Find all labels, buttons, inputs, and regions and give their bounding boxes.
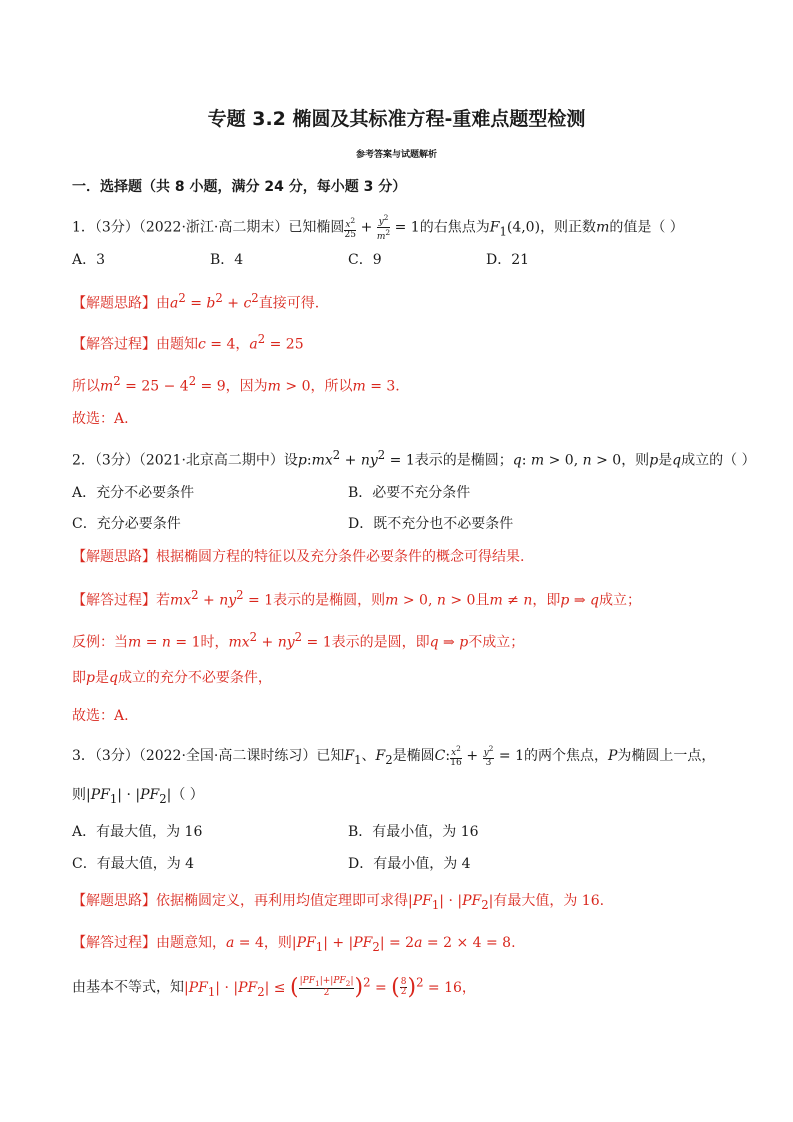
question-1-idea: 【解题思路】由$a^2 = b^2 + c^2$直接可得. xyxy=(72,291,320,312)
question-2-conclusion: 即p是q成立的充分不必要条件， xyxy=(72,670,272,686)
question-2-option-c: C．充分必要条件 xyxy=(72,516,181,532)
question-3-stem: 3．（3分）（2022·全国·高二课时练习）已知$F_1$、$F_2$是椭圆C: $\frac{x^2}{16}$ + $\frac{y^2}{3}$ = 1的两个焦点，P为椭圆上一点， xyxy=(72,744,716,768)
question-1-answer: 故选：A. xyxy=(72,411,129,427)
question-3-option-c: C．有最大值，为 4 xyxy=(72,856,195,872)
question-3-process: 【解答过程】由题意知，a = 4，则$|PF_1| + |PF_2| = 2a = 2 \times 4 = 8$. xyxy=(72,935,516,954)
question-3-inequality: 由基本不等式，知$|PF_1| \cdot |PF_2|$ ≤ ( $\frac{|PF_1|+|PF_2|}{2}$ )$^2$ = ( $\frac{8}{2}$ )$^2$ = 16， xyxy=(72,974,476,1000)
question-2-idea: 【解题思路】根据椭圆方程的特征以及充分条件必要条件的概念可得结果. xyxy=(72,549,525,565)
question-3-option-d: D．有最小值，为 4 xyxy=(348,856,471,872)
question-3-stem-continued: 则$|PF_1| \cdot |PF_2|$（ ） xyxy=(72,787,204,806)
question-2-stem: 2．（3分）（2021·北京高二期中）设$p:mx^2 + ny^2 = 1$表示的是椭圆；q: m > 0, n > 0，则p是q成立的（ ） xyxy=(72,448,756,469)
question-3-option-a: A．有最大值，为 16 xyxy=(72,824,203,840)
question-2-answer: 故选：A. xyxy=(72,708,129,724)
question-3-idea: 【解题思路】依据椭圆定义，再利用均值定理即可求得$|PF_1| \cdot |PF_2|$有最大值，为 16. xyxy=(72,893,605,912)
question-1-stem: 1．（3分）（2022·浙江·高二期末）已知椭圆 $\frac{x^2}{25}$ + $\frac{y^2}{m^2}$ = 1的右焦点为$F_1(4,0)$，则正数m的值是（ ） xyxy=(72,213,684,242)
question-1-step: 所以$m^2 = 25 - 4^2 = 9$，因为m > 0，所以m = 3. xyxy=(72,374,400,395)
question-1-process: 【解答过程】由题知c = 4，$a^2 = 25$ xyxy=(72,332,304,353)
question-1-option-d: D．21 xyxy=(486,252,530,268)
page-subtitle: 参考答案与试题解析 xyxy=(355,150,437,160)
question-2-option-b: B．必要不充分条件 xyxy=(348,485,471,501)
question-1-option-b: B．4 xyxy=(210,252,244,268)
question-2-option-d: D．既不充分也不必要条件 xyxy=(348,516,514,532)
page-title: 专题 3.2 椭圆及其标准方程-重难点题型检测 xyxy=(207,108,586,130)
question-2-option-a: A．充分不必要条件 xyxy=(72,485,195,501)
section-heading: 一．选择题（共 8 小题，满分 24 分，每小题 3 分） xyxy=(72,179,407,195)
question-1-option-a: A．3 xyxy=(72,252,106,268)
question-1-option-c: C．9 xyxy=(348,252,382,268)
question-2-process: 【解答过程】若$mx^2 + ny^2 = 1$表示的是椭圆，则m > 0, n > 0且m ≠ n，即p ⇒ q成立； xyxy=(72,588,641,609)
question-3-option-b: B．有最小值，为 16 xyxy=(348,824,479,840)
question-2-counterexample: 反例：当m = n = 1时，$mx^2 + ny^2 = 1$表示的是圆，即q ⇒ p不成立； xyxy=(72,630,525,651)
